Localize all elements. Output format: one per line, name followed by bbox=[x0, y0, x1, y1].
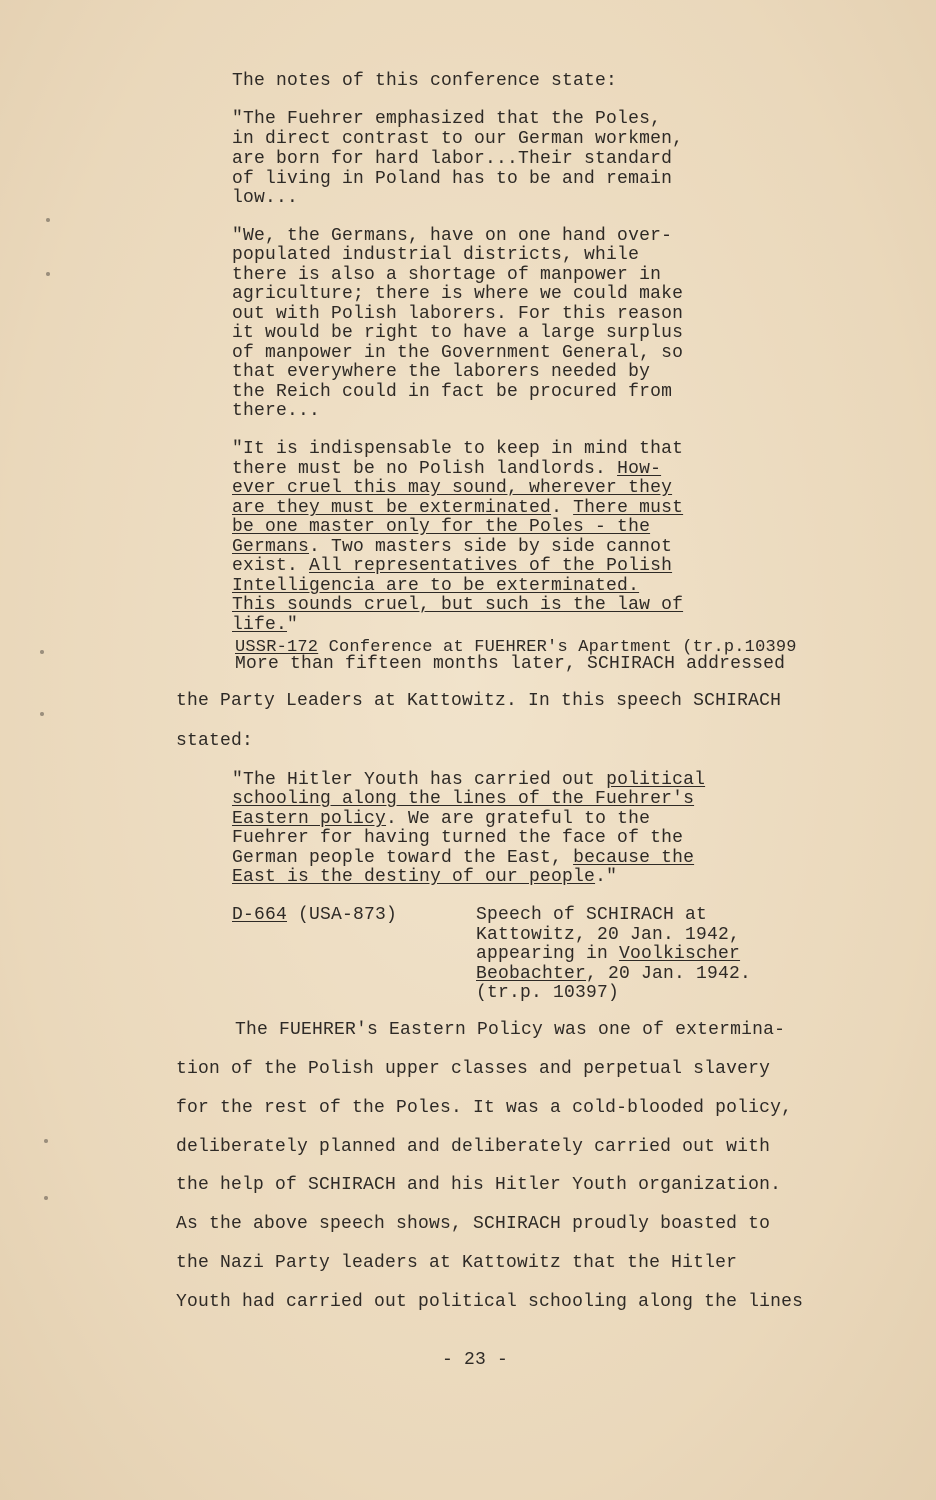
paper-speck bbox=[40, 712, 44, 716]
quote2-line: of manpower in the Government General, so bbox=[232, 343, 684, 363]
quote3-line: are they must be exterminated. There must bbox=[232, 498, 684, 518]
quote2-line: there is also a shortage of manpower in bbox=[232, 265, 662, 285]
quote4-line: schooling along the lines of the Fuehrer's bbox=[232, 789, 695, 809]
quote2-line: it would be right to have a large surplus bbox=[232, 323, 684, 343]
quote2-line: there... bbox=[232, 401, 321, 421]
quote3-line: "It is indispensable to keep in mind that bbox=[232, 439, 684, 459]
paper-speck bbox=[44, 1196, 48, 1200]
quote3-line: exist. All representatives of the Polish bbox=[232, 556, 673, 576]
quote3-line: ever cruel this may sound, wherever they bbox=[232, 478, 673, 498]
quote2-line: agriculture; there is where we could make bbox=[232, 284, 684, 304]
transition-line: the Party Leaders at Kattowitz. In this speech SCHIRACH bbox=[176, 691, 782, 711]
quote4-line: "The Hitler Youth has carried out political bbox=[232, 770, 706, 790]
closing-line: the help of SCHIRACH and his Hitler Youth organization. bbox=[176, 1175, 782, 1195]
quote4-line: Fuehrer for having turned the face of the bbox=[232, 828, 684, 848]
closing-line: As the above speech shows, SCHIRACH proudly boasted to bbox=[176, 1214, 771, 1234]
quote2-line: "We, the Germans, have on one hand over- bbox=[232, 226, 673, 246]
citation-description: Beobachter, 20 Jan. 1942. bbox=[476, 964, 752, 984]
paper-speck bbox=[44, 1139, 48, 1143]
quote3-line: This sounds cruel, but such is the law of bbox=[232, 595, 684, 615]
closing-line: deliberately planned and deliberately carried out with bbox=[176, 1137, 771, 1157]
paper-speck bbox=[40, 650, 44, 654]
quote2-line: that everywhere the laborers needed by bbox=[232, 362, 651, 382]
quote1-line: are born for hard labor...Their standard bbox=[232, 149, 673, 169]
quote3-line: life." bbox=[232, 615, 299, 635]
paper-speck bbox=[46, 272, 50, 276]
quote3-line: there must be no Polish landlords. How- bbox=[232, 459, 662, 479]
quote3-line: Intelligencia are to be exterminated. bbox=[232, 576, 640, 596]
closing-line: The FUEHRER's Eastern Policy was one of extermina- bbox=[235, 1020, 786, 1040]
closing-line: tion of the Polish upper classes and perpetual slavery bbox=[176, 1059, 771, 1079]
quote4-line: German people toward the East, because the bbox=[232, 848, 695, 868]
citation-description: appearing in Voolkischer bbox=[476, 944, 741, 964]
quote4-line: East is the destiny of our people." bbox=[232, 867, 618, 887]
quote2-line: populated industrial districts, while bbox=[232, 245, 640, 265]
citation-description: Kattowitz, 20 Jan. 1942, bbox=[476, 925, 741, 945]
citation-description: Speech of SCHIRACH at bbox=[476, 905, 708, 925]
quote1-line: of living in Poland has to be and remain bbox=[232, 169, 673, 189]
citation-ussr-172: USSR-172 Conference at FUEHRER's Apartment (tr.p.10399 bbox=[235, 638, 797, 657]
quote1-line: "The Fuehrer emphasized that the Poles, bbox=[232, 109, 662, 129]
citation-description: (tr.p. 10397) bbox=[476, 983, 620, 1003]
quote1-line: low... bbox=[232, 188, 299, 208]
transition-line: More than fifteen months later, SCHIRACH addressed bbox=[235, 654, 786, 674]
transition-line: stated: bbox=[176, 731, 254, 751]
closing-line: Youth had carried out political schooling along the lines bbox=[176, 1292, 804, 1312]
intro-line: The notes of this conference state: bbox=[232, 71, 618, 91]
quote4-line: Eastern policy. We are grateful to the bbox=[232, 809, 651, 829]
page-number: - 23 - bbox=[442, 1350, 509, 1370]
paper-speck bbox=[46, 218, 50, 222]
quote2-line: out with Polish laborers. For this reason bbox=[232, 304, 684, 324]
citation-d-664: D-664 (USA-873) bbox=[232, 905, 398, 925]
quote3-line: Germans. Two masters side by side cannot bbox=[232, 537, 673, 557]
quote2-line: the Reich could in fact be procured from bbox=[232, 382, 673, 402]
closing-line: the Nazi Party leaders at Kattowitz that the Hitler bbox=[176, 1253, 738, 1273]
closing-line: for the rest of the Poles. It was a cold-blooded policy, bbox=[176, 1098, 793, 1118]
quote3-line: be one master only for the Poles - the bbox=[232, 517, 651, 537]
quote1-line: in direct contrast to our German workmen, bbox=[232, 129, 684, 149]
